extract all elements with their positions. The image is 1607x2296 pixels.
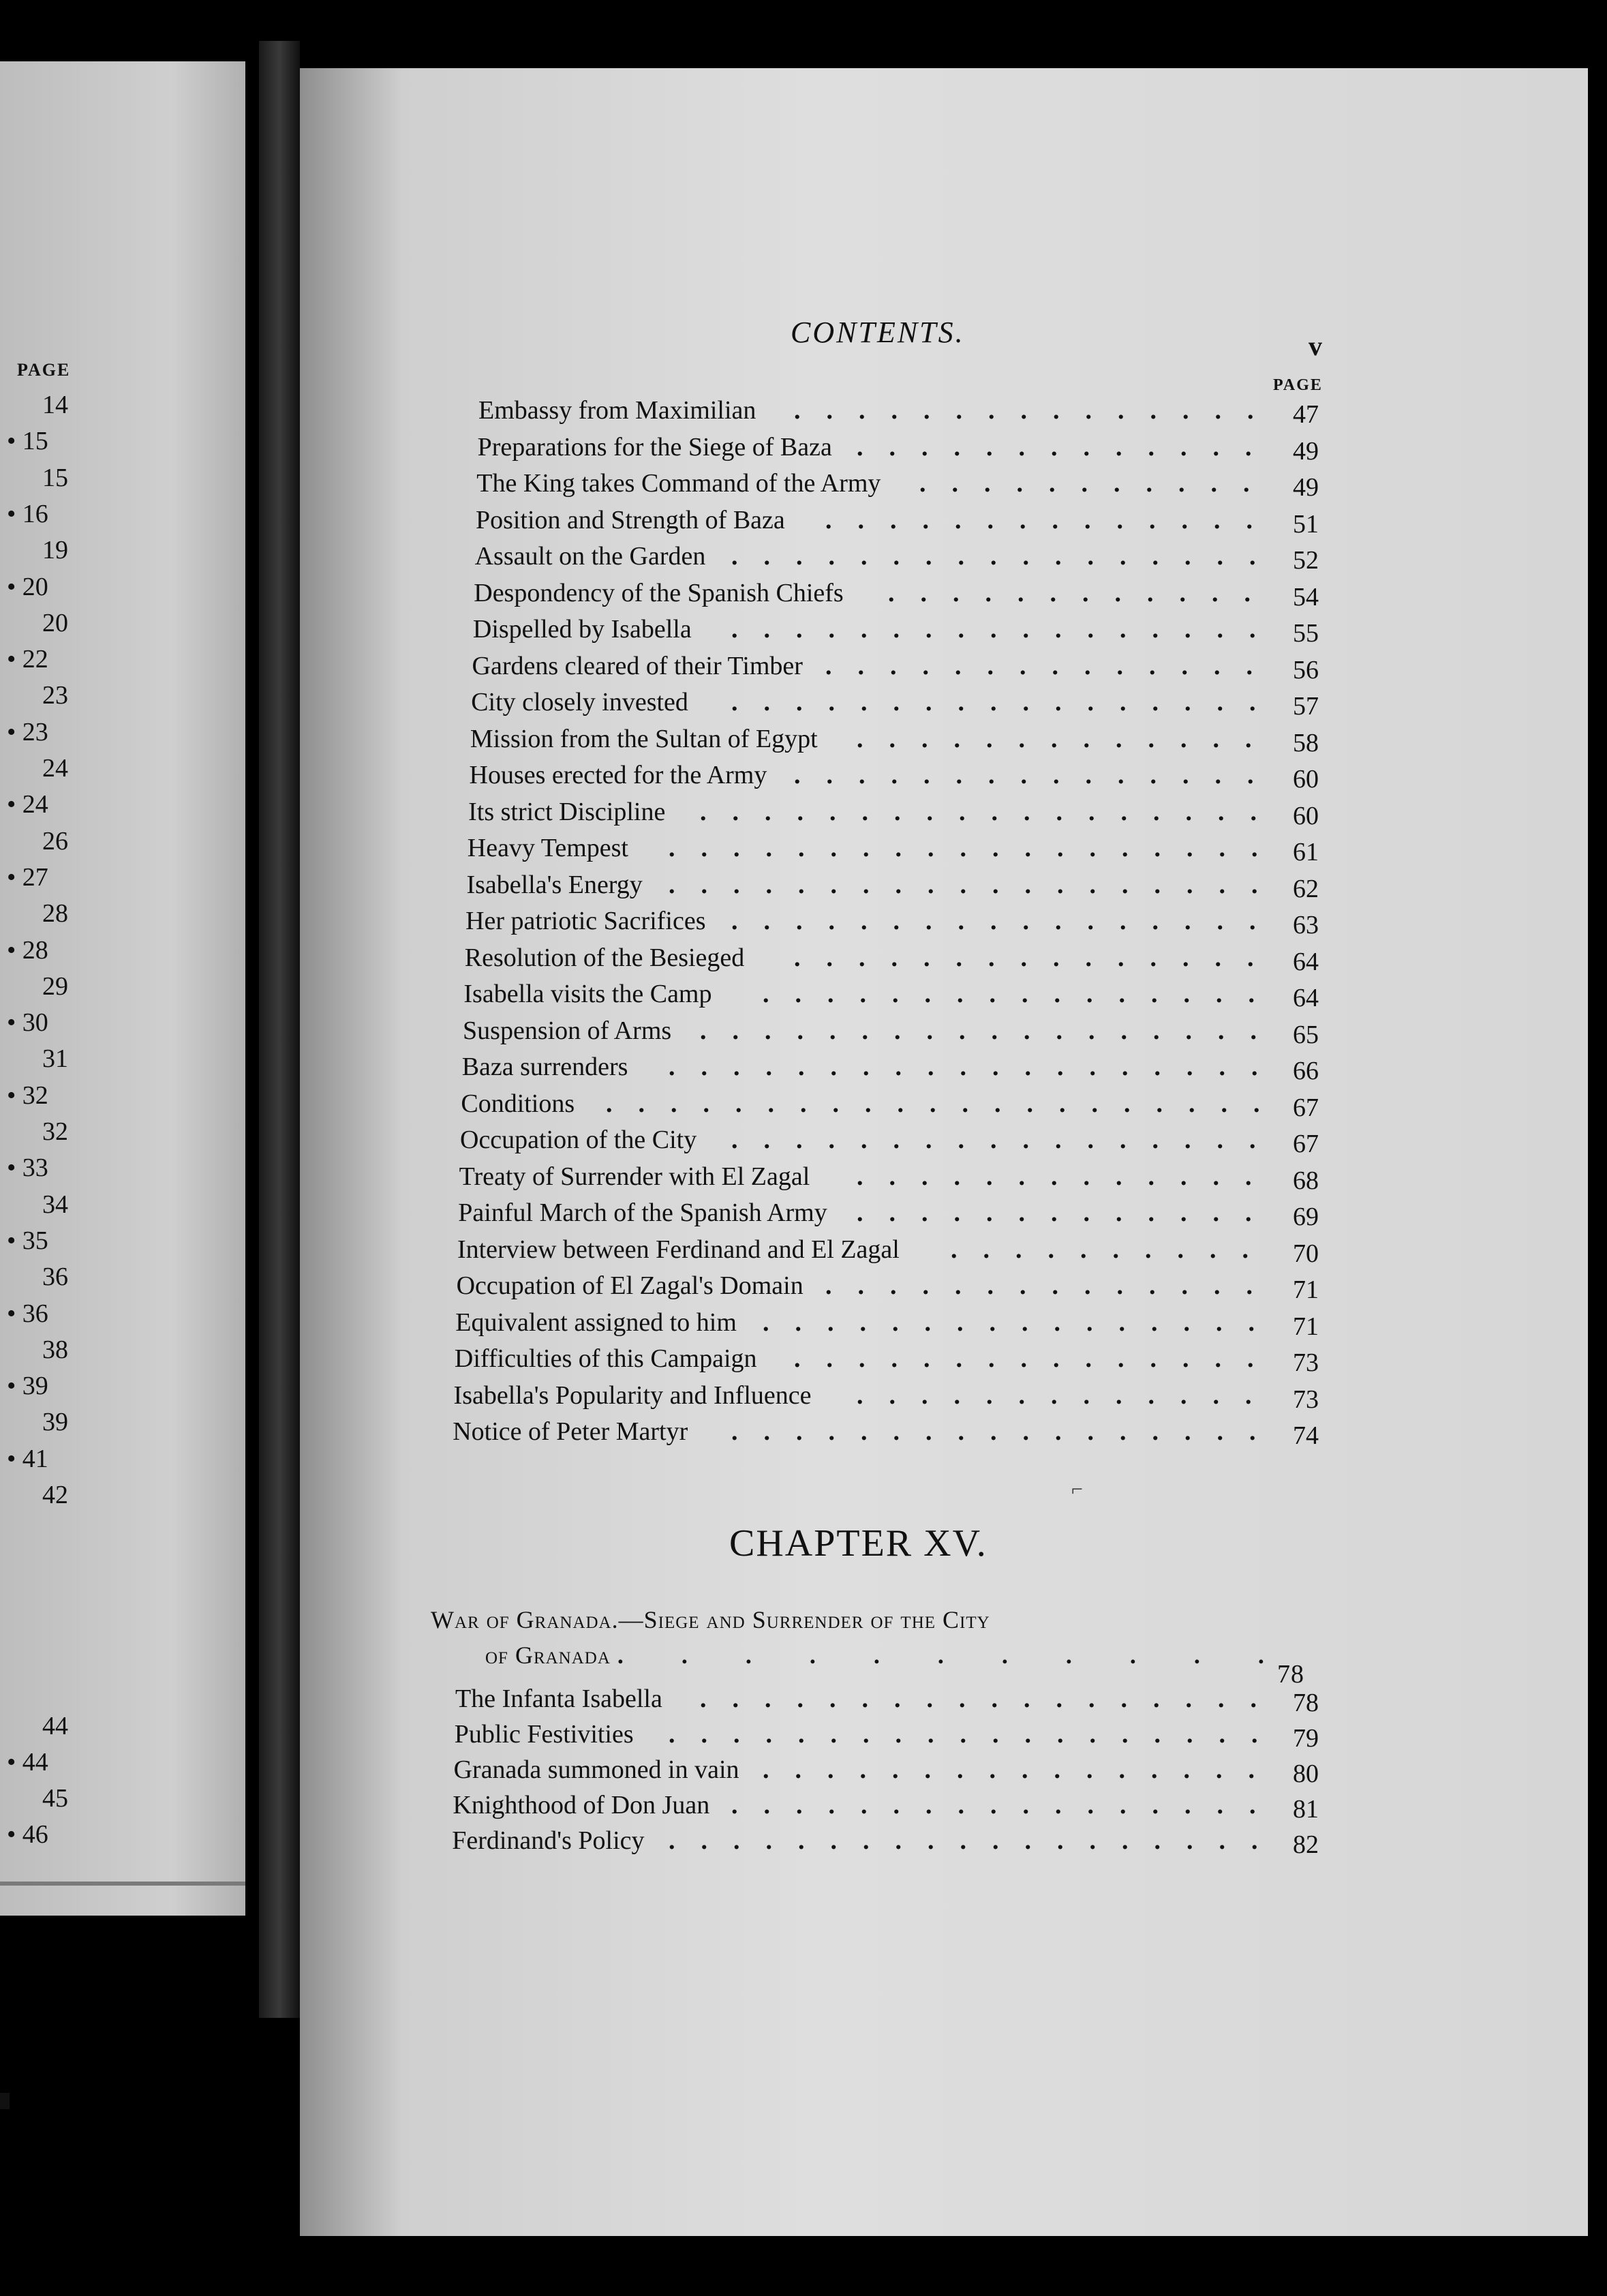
dot-leader: ............. [856,1162,1278,1191]
chapter-heading: CHAPTER XV. [729,1522,988,1565]
toc-entry [468,797,1319,834]
toc-entry-page: 74 [1292,1421,1319,1450]
left-page-number: • 16 [7,499,48,528]
toc-entry-title: Notice of Peter Martyr [453,1417,688,1446]
left-page-mark [0,2093,10,2109]
toc-entry-title: Suspension of Arms [463,1016,672,1045]
toc-entry-page: 58 [1292,728,1319,757]
left-page-number: • 36 [7,1299,48,1328]
toc-entry [452,1826,1319,1862]
toc-entry-title: Difficulties of this Campaign [454,1344,757,1373]
toc-entry-title: Occupation of the City [460,1126,697,1154]
toc-entry-title: Isabella's Energy [466,870,643,899]
left-page-number: 36 [42,1263,68,1292]
left-page-number: 44 [42,1712,68,1740]
toc-entry-page: 60 [1292,801,1319,830]
left-page-number: • 44 [7,1748,48,1777]
dot-leader: ............... [794,943,1280,972]
toc-entry [465,943,1319,980]
toc-entry-page: 68 [1292,1166,1319,1195]
left-page-number: • 35 [7,1226,48,1255]
toc-entry-title: Its strict Discipline [468,797,666,826]
toc-entry [455,1684,1319,1721]
toc-entry [455,1719,1319,1756]
toc-entry-page: 56 [1292,655,1319,684]
toc-entry-page: 65 [1292,1020,1319,1049]
toc-entry-title: Resolution of the Besieged [464,943,745,972]
dot-leader: .............. [825,651,1279,680]
chapter-summary-line-2-text: of Granada [485,1642,611,1669]
left-page-number: 19 [42,536,68,565]
toc-entry-title: Heavy Tempest [467,834,628,862]
left-page-number: • 46 [7,1820,48,1849]
toc-entry-page: 55 [1292,619,1319,648]
left-page-number: 14 [42,391,68,419]
dot-leader: ..................... [605,1089,1286,1118]
toc-entry [461,1089,1319,1126]
left-page-number: • 24 [7,790,48,819]
toc-entry-page: 69 [1292,1203,1319,1231]
dot-leader: ................. [731,615,1282,644]
dot-leader: ................. [731,1126,1282,1154]
chapter-summary-line-1: War of Granada.—Siege and Surrender of the City [431,1606,990,1633]
toc-entry-page: 71 [1293,1312,1319,1341]
toc-entry-page: 60 [1293,765,1319,794]
toc-entry-page: 47 [1293,400,1319,429]
left-page-number: • 39 [7,1372,48,1401]
toc-entry [453,1417,1319,1453]
toc-entry [454,1755,1319,1792]
folio: v [1308,331,1322,361]
toc-entry-title: Mission from the Sultan of Egypt [470,724,818,753]
dot-leader: ................... [668,834,1284,862]
toc-entry [457,1235,1319,1271]
left-page-rule [0,1882,245,1886]
toc-entry-page: 57 [1292,692,1319,721]
dot-leader: .................. [700,1685,1283,1713]
toc-entry [466,870,1319,907]
left-page [0,61,245,1916]
left-page-number: • 20 [7,572,48,601]
toc-entry-page: 71 [1292,1275,1319,1304]
left-page-number: 42 [42,1481,68,1509]
toc-entry-page: 52 [1292,546,1319,575]
toc-entry [460,1125,1319,1162]
toc-entry [478,432,1319,469]
toc-entry-page: 49 [1292,473,1319,502]
toc-entry-title: Position and Strength of Baza [475,505,785,534]
toc-entry-title: Isabella's Popularity and Influence [453,1380,812,1410]
dot-leader: .............. [825,1271,1279,1300]
toc-entry-title: Ferdinand's Policy [452,1826,645,1855]
toc-entry-title: Dispelled by Isabella [472,615,692,644]
toc-entry [465,906,1319,943]
toc-entry [455,1308,1319,1344]
toc-entry [468,833,1319,870]
toc-entry-page: 73 [1292,1385,1319,1414]
toc-entry [470,724,1319,761]
toc-entry-title: Isabella visits the Camp [463,980,712,1008]
toc-entry [476,505,1319,542]
left-page-number: 45 [42,1784,68,1813]
toc-entry [463,979,1319,1016]
toc-entry-title: Interview between Ferdinand and El Zagal [457,1235,900,1264]
left-page-column-label: PAGE [17,360,71,380]
dot-leader: ............. [856,1198,1278,1227]
toc-entry-title: Equivalent assigned to him [455,1308,737,1337]
toc-entry-title: Conditions [461,1089,575,1118]
toc-entry-title: Granada summoned in vain [453,1755,739,1784]
toc-entry-page: 73 [1292,1348,1319,1377]
left-page-number: 38 [42,1335,68,1364]
toc-entry-title: Gardens cleared of their Timber [472,651,803,680]
toc-entry [474,578,1319,615]
left-page-number: • 28 [7,935,48,965]
toc-entry-page: 82 [1292,1830,1319,1859]
dot-leader: ............... [794,396,1280,425]
book-spine [259,41,300,2018]
left-page-number: • 41 [7,1444,48,1473]
toc-entry [470,760,1319,797]
dot-leader: ................... [668,870,1284,899]
dot-leader: ................. [731,907,1282,935]
dot-leader: ................ [762,1755,1281,1784]
dot-leader: ................. [731,542,1282,571]
left-page-number: 29 [42,971,68,1001]
toc-entry [453,1790,1319,1827]
toc-entry-page: 64 [1292,984,1319,1012]
dot-leader: ............. [856,1380,1278,1410]
toc-entry-title: Her patriotic Sacrifices [465,907,706,935]
dot-leader: ................. [731,688,1282,716]
left-page-number: 23 [42,681,68,710]
dot-leader: ............ [888,578,1276,607]
toc-entry-page: 62 [1292,874,1319,903]
dot-leader: ........... [919,469,1276,498]
left-page-number: • 15 [7,427,48,456]
toc-entry-title: Knighthood of Don Juan [453,1791,710,1819]
toc-entry-page: 79 [1292,1724,1319,1753]
toc-entry-page: 51 [1292,509,1319,539]
dot-leader: ................... [668,1826,1284,1855]
toc-entry-page: 66 [1292,1057,1319,1085]
toc-entry-title: Houses erected for the Army [469,761,767,789]
left-page-number: • 32 [7,1081,48,1110]
left-page-number: • 23 [7,717,48,746]
toc-entry-title: Painful March of the Spanish Army [458,1198,827,1227]
toc-entry [459,1162,1319,1198]
toc-entry [472,651,1319,688]
toc-entry-page: 80 [1292,1759,1319,1788]
dot-leader: ................. [731,1417,1282,1446]
left-page-number: 32 [42,1117,68,1146]
toc-entry-title: Assault on the Garden [474,542,706,571]
toc-entry-title: City closely invested [471,688,688,716]
toc-entry [478,395,1319,432]
dot-leader: ............... [794,761,1280,789]
dot-leader: ................ [762,980,1281,1008]
dot-leader: .................. [699,1016,1283,1045]
toc-entry [457,1271,1319,1308]
toc-entry [454,1380,1319,1417]
dot-leader: ............... [793,1344,1280,1373]
chapter-summary [431,1602,1317,1689]
toc-entry-page: 67 [1293,1130,1319,1158]
toc-entry-title: Baza surrenders [461,1053,628,1081]
toc-entry-page: 63 [1292,911,1319,939]
toc-entry-page: 78 [1293,1689,1319,1717]
toc-entry-title: Treaty of Surrender with El Zagal [459,1162,810,1191]
toc-entry-title: Embassy from Maximilian [478,396,756,425]
toc-entry-title: Preparations for the Siege of Baza [477,432,832,462]
toc-entry-page: 54 [1293,582,1319,611]
toc-entry [458,1198,1319,1235]
dot-leader: .............. [825,505,1279,534]
toc-entry [475,541,1319,578]
toc-entry-title: The King takes Command of the Army [476,469,881,498]
page-column-label: PAGE [1273,376,1323,394]
running-head: CONTENTS. [791,316,965,349]
toc-entry [476,468,1319,505]
left-page-number: 15 [42,463,68,492]
left-page-number: 34 [42,1190,68,1219]
toc-entry-page: 49 [1292,436,1319,466]
toc-entry-title: Despondency of the Spanish Chiefs [474,578,844,607]
toc-entry [455,1344,1319,1380]
toc-entry-page: 61 [1292,838,1319,866]
left-page-number: 39 [42,1408,68,1437]
left-page-number: 24 [42,754,68,783]
chapter-summary-page: 78 [1277,1660,1304,1689]
left-page-number: • 30 [7,1008,48,1038]
dot-leader: ................ [763,1308,1281,1337]
toc-entry [471,687,1319,724]
toc-entry-page: 70 [1292,1239,1319,1268]
dot-leader: ................... [668,1053,1284,1081]
dot-leader: ................. [731,1791,1282,1819]
left-page-number: 31 [42,1044,68,1074]
dot-leader: . . . . . . . . . . . [617,1642,1290,1669]
toc-entry [473,614,1319,651]
dot-leader: ................... [668,1720,1284,1749]
toc-entry-title: Public Festivities [454,1720,634,1749]
left-page-number: 26 [42,826,68,856]
dot-leader: .................. [699,797,1283,826]
left-page-number: • 22 [7,645,48,674]
dot-leader: ............. [856,724,1278,753]
dot-leader: .......... [950,1235,1274,1264]
toc-entry [463,1016,1319,1053]
left-page-number: • 27 [7,862,48,892]
dot-leader: ............. [856,432,1278,462]
chapter-summary-line-2 [431,1637,1317,1673]
toc-entry-page: 67 [1292,1093,1319,1122]
toc-entry-title: Occupation of El Zagal's Domain [456,1271,804,1300]
left-page-number: 20 [42,608,68,637]
toc-entry-page: 64 [1293,947,1319,976]
pencil-mark: ⌐ [1071,1478,1083,1500]
left-page-number: 28 [42,899,68,928]
toc-entry-page: 81 [1292,1795,1319,1824]
toc-entry [462,1052,1319,1089]
left-page-number: • 33 [7,1153,48,1183]
toc-entry-title: The Infanta Isabella [455,1685,662,1713]
